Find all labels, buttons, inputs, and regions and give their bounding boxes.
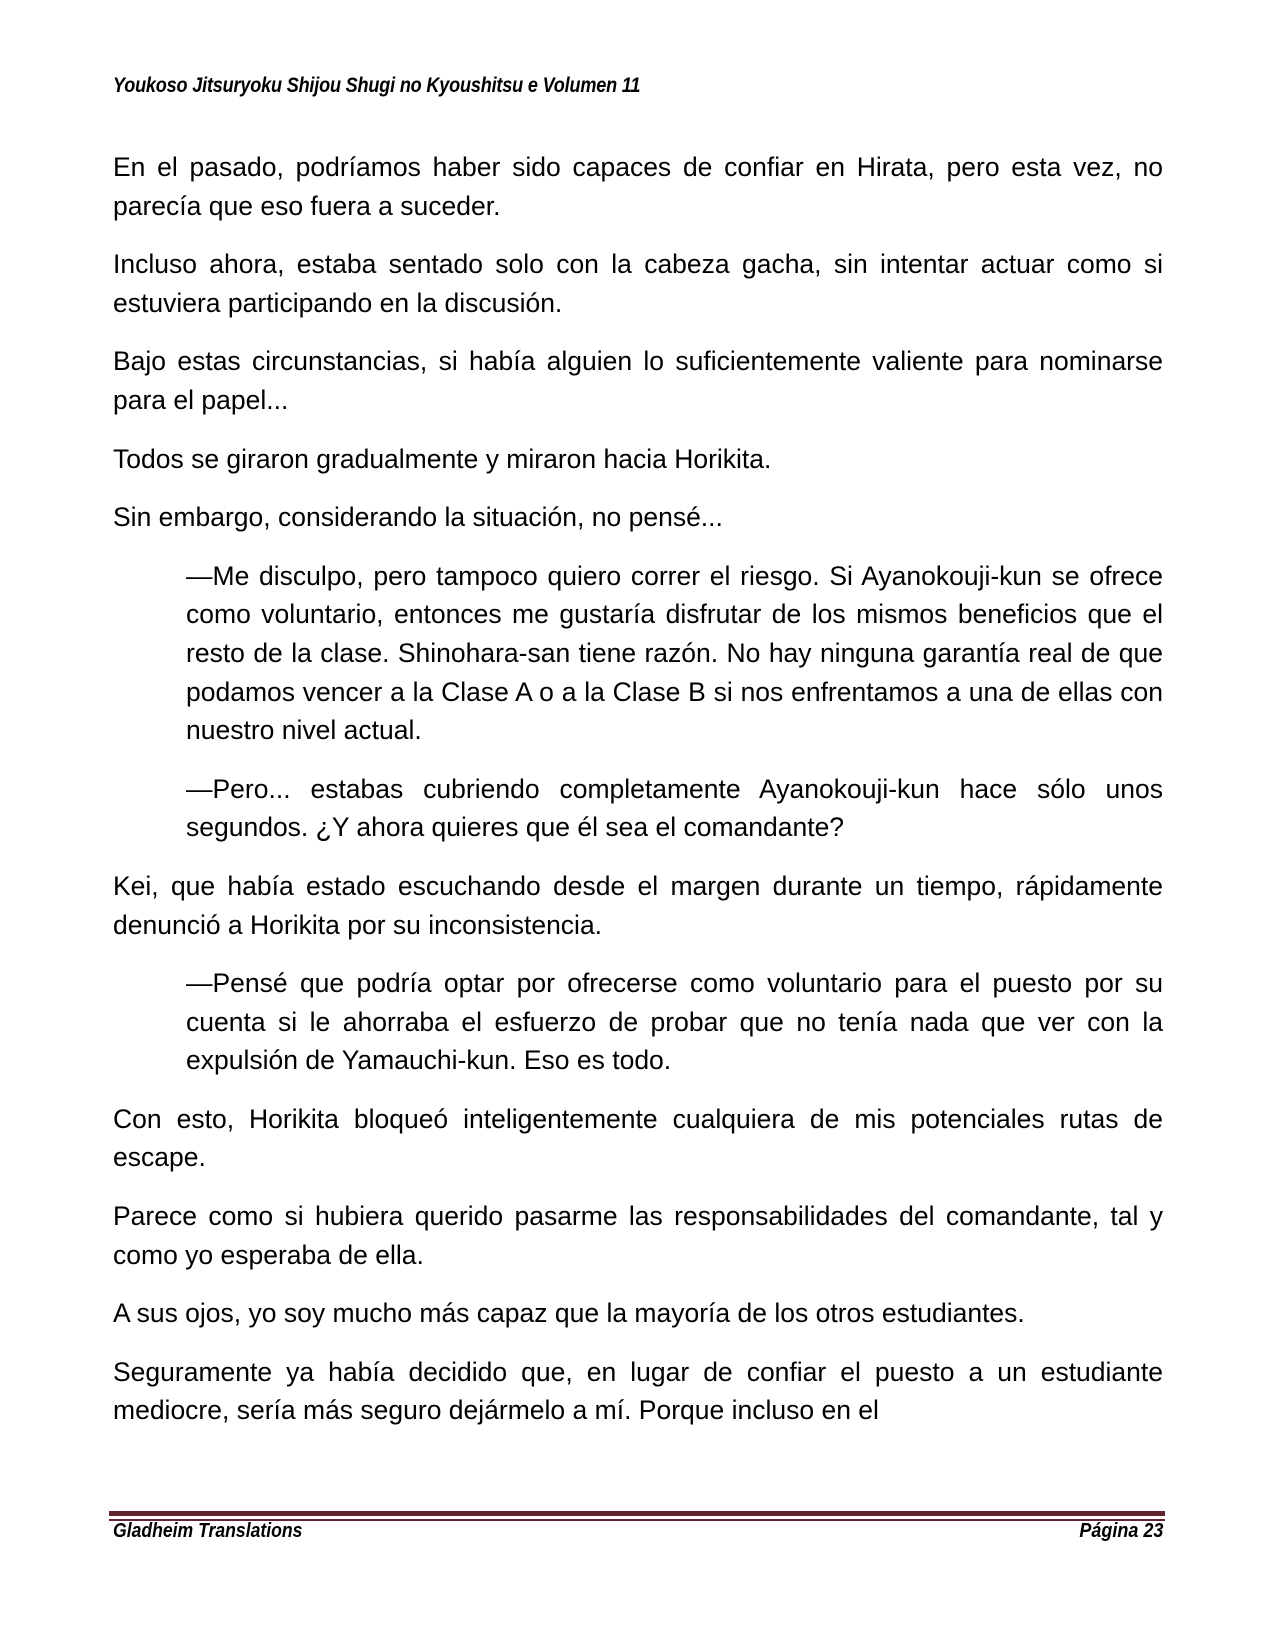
paragraph: Parece como si hubiera querido pasarme las responsabilidades del comandante, tal y como yo esperaba de ella.	[113, 1201, 1163, 1270]
paragraph: A sus ojos, yo soy mucho más capaz que la mayoría de los otros estudiantes.	[113, 1298, 1025, 1329]
footer-rule-thick	[109, 1511, 1165, 1516]
running-header-title: Youkoso Jitsuryoku Shijou Shugi no Kyoushitsu e Volumen 11	[113, 74, 641, 97]
paragraph: En el pasado, podríamos haber sido capaces de confiar en Hirata, pero esta vez, no parecía que eso fuera a suceder.	[113, 152, 1163, 221]
paragraph: Con esto, Horikita bloqueó inteligentemente cualquiera de mis potenciales rutas de escape.	[113, 1103, 1163, 1173]
paragraph: Sin embargo, considerando la situación, no pensé...	[113, 502, 723, 533]
dialogue-paragraph: —Pero... estabas cubriendo completamente Ayanokouji-kun hace sólo unos segundos. ¿Y ahora quieres que él sea el comandante?	[186, 773, 1163, 843]
footer-page-number: Página 23	[1078, 1520, 1163, 1542]
dialogue-paragraph: —Me disculpo, pero tampoco quiero correr el riesgo. Si Ayanokouji-kun se ofrece como voluntario, entonces me gustaría disfrutar de los mismos beneficios que el resto de la clase. Shinohara-san tiene razón. No hay ninguna garantía real de que podamos vencer a la Clase A o a la Clase B si nos enfrentamos a una de ellas con nuestro nivel actual.	[186, 560, 1163, 746]
paragraph: Bajo estas circunstancias, si había alguien lo suficientemente valiente para nominarse para el papel...	[113, 346, 1163, 415]
paragraph: Incluso ahora, estaba sentado solo con la cabeza gacha, sin intentar actuar como si estuviera participando en la discusión.	[113, 249, 1163, 318]
paragraph: Todos se giraron gradualmente y miraron hacia Horikita.	[113, 443, 772, 474]
paragraph: Kei, que había estado escuchando desde el margen durante un tiempo, rápidamente denunció a Horikita por su inconsistencia.	[113, 870, 1163, 940]
paragraph: Seguramente ya había decidido que, en lugar de confiar el puesto a un estudiante mediocre, sería más seguro dejármelo a mí. Porque incluso en el	[113, 1356, 1163, 1426]
footer-translator-credit: Gladheim Translations	[113, 1520, 303, 1542]
body-text	[113, 148, 1163, 1450]
dialogue-paragraph: —Pensé que podría optar por ofrecerse como voluntario para el puesto por su cuenta si le ahorraba el esfuerzo de probar que no tenía nada que ver con la expulsión de Yamauchi-kun. Eso es todo.	[186, 968, 1163, 1076]
